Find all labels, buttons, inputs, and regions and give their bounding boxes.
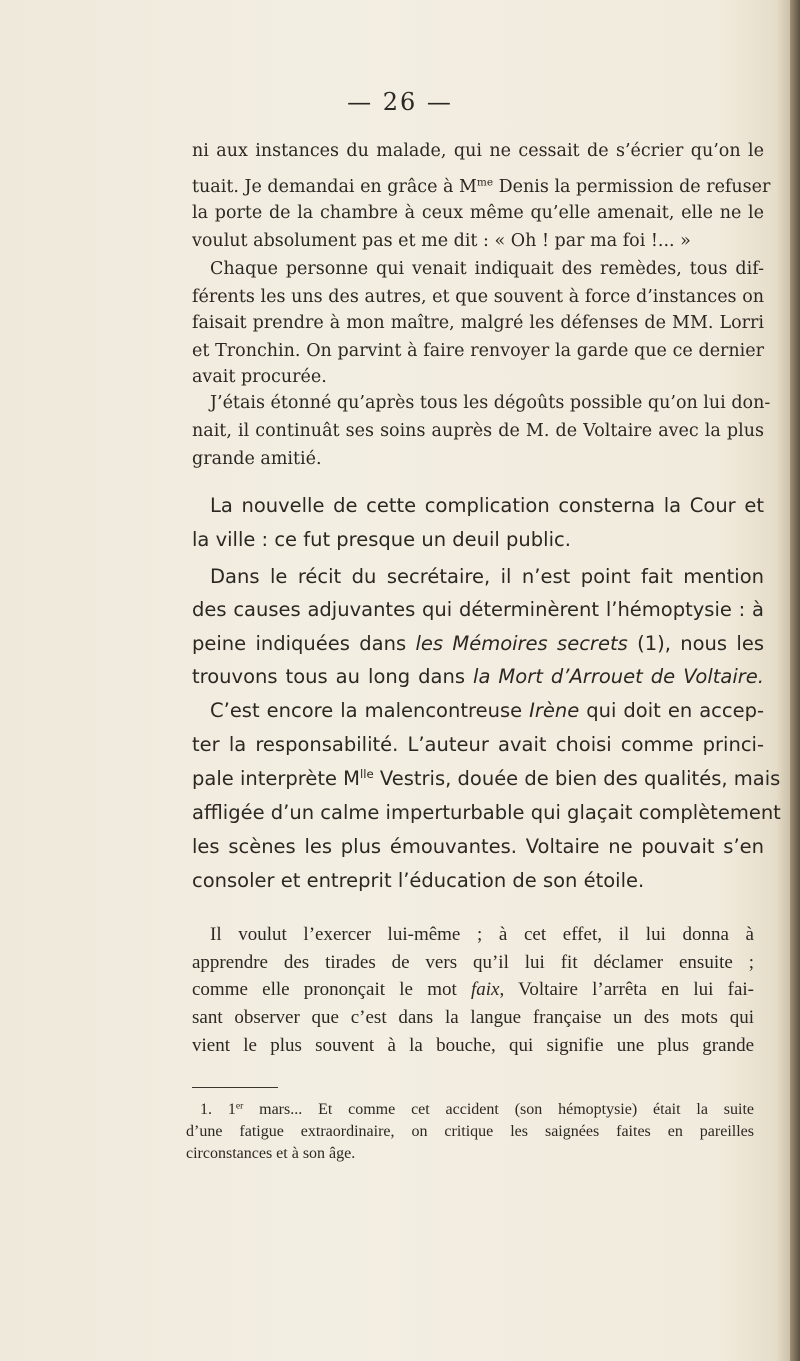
italic-title: la Mort d’Arrouet de Voltaire. xyxy=(473,665,764,688)
text-line: les scènes les plus émouvantes. Voltaire ne pouvait s’en xyxy=(192,835,764,858)
text-line: la porte de la chambre à ceux même qu’elle amenait, elle ne le xyxy=(192,203,764,223)
text-line: sant observer que c’est dans la langue française un des mots qui xyxy=(192,1007,754,1028)
footnote-line: circonstances et à son âge. xyxy=(186,1145,356,1162)
text-line: des causes adjuvantes qui déterminèrent l’hémoptysie : à xyxy=(192,598,764,621)
text-line: peine indiquées dans les Mémoires secrets (1), nous les xyxy=(192,632,764,655)
text-line: nait, il continuât ses soins auprès de M. de Voltaire avec la plus xyxy=(192,421,764,441)
text-line: et Tronchin. On parvint à faire renvoyer la garde que ce dernier xyxy=(192,341,764,361)
text-line: La nouvelle de cette complication consterna la Cour et xyxy=(210,494,764,517)
text-line: ter la responsabilité. L’auteur avait choisi comme princi- xyxy=(192,733,764,756)
text-line: vient le plus souvent à la bouche, qui signifie une plus grande xyxy=(192,1035,754,1056)
text-line: avait procurée. xyxy=(192,367,327,387)
italic-title: faix xyxy=(470,979,500,1000)
text-line: C’est encore la malencontreuse Irène qui doit en accep- xyxy=(210,699,764,722)
footnote-line: 1. 1er mars... Et comme cet accident (son hémoptysie) était la suite xyxy=(200,1100,755,1118)
text-line: Chaque personne qui venait indiquait des remèdes, tous dif- xyxy=(210,259,764,279)
text-line: apprendre des tirades de vers qu’il lui fit déclamer ensuite ; xyxy=(192,952,754,973)
text-line: voulut absolument pas et me dit : « Oh ! par ma foi !... » xyxy=(192,231,691,251)
page-edge-shadow xyxy=(790,0,800,1361)
text-line: trouvons tous au long dans la Mort d’Arrouet de Voltaire. xyxy=(192,665,764,688)
italic-title: Irène xyxy=(529,699,580,722)
text-line: la ville : ce fut presque un deuil public. xyxy=(192,528,571,551)
page-number: — 26 — xyxy=(347,88,453,116)
superscript: lle xyxy=(360,766,374,781)
footnote-separator xyxy=(192,1087,278,1088)
text-line: J’étais étonné qu’après tous les dégoûts possible qu’on lui don- xyxy=(210,393,771,413)
text-line: férents les uns des autres, et que souvent à force d’instances on xyxy=(192,287,764,307)
superscript: er xyxy=(235,1100,244,1112)
text-line: consoler et entreprit l’éducation de son étoile. xyxy=(192,869,645,892)
text-line xyxy=(192,174,771,200)
text-line: grande amitié. xyxy=(192,449,322,469)
text-line: Il voulut l’exercer lui-même ; à cet effet, il lui donna à xyxy=(210,924,754,945)
superscript: me xyxy=(476,176,494,189)
text-line: Dans le récit du secrétaire, il n’est point fait mention xyxy=(210,565,764,588)
text-line: pale interprète $M^{lle}$ Vestris, douée de bien des qualités, mais xyxy=(192,766,781,790)
italic-title: les Mémoires secrets xyxy=(415,632,628,655)
text-fragment: tuait. Je demandai en grâce à $M^{me}$ Denis la permission de refuser xyxy=(192,176,771,197)
footnote-line: d’une fatigue extraordinaire, on critique les saignées faites en pareilles xyxy=(186,1123,754,1140)
text-line: comme elle prononçait le mot faix, Voltaire l’arrêta en lui fai- xyxy=(192,979,754,1000)
text-line: faisait prendre à mon maître, malgré les défenses de MM. Lorri xyxy=(192,313,764,333)
text-line: affligée d’un calme imperturbable qui glaçait complètement xyxy=(192,801,781,824)
text-line: ni aux instances du malade, qui ne cessait de s’écrier qu’on le xyxy=(192,141,764,161)
